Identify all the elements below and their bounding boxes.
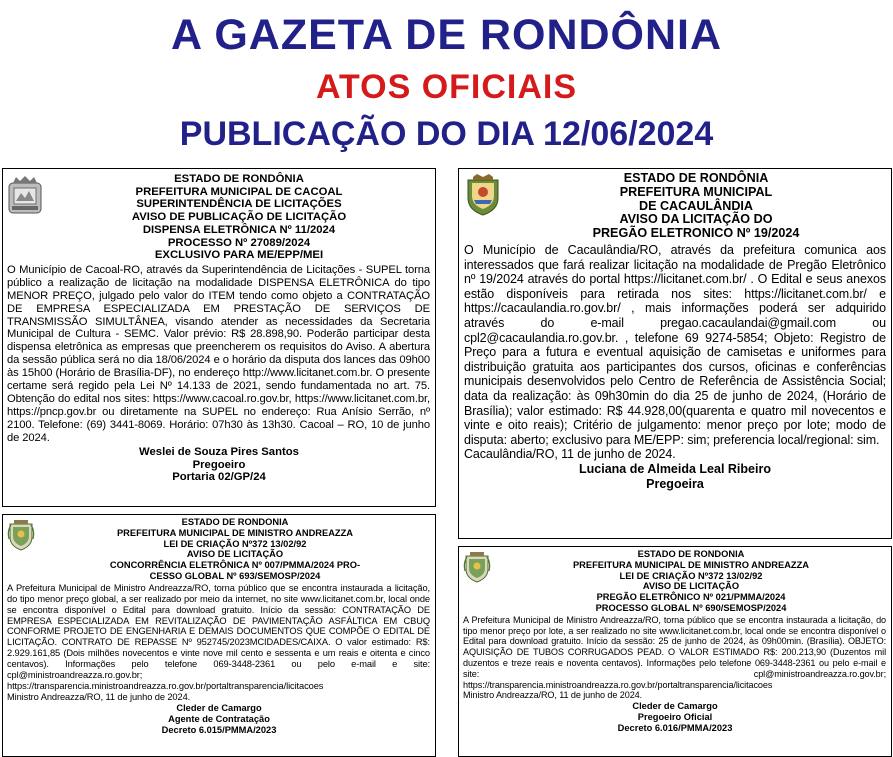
- notice-body-text: O Município de Cacaulândia/RO, através da prefeitura comunica aos interessados que fará realizar licitação na modalidade de Pregão Eletrônico nº 19/2024 através do portal https://licitanet.com.br/ . O Edital e seus anexos estão disponíveis para retirada nos sites: https://licitanet.com.br/ e https://cacaulandia.ro.gov.br/ , mais informações poderá ser adquirido através do e-mail pregao.cacaulandai@gmail.com ou cpl2@cacaulandia.ro.gov.br. , telefone 69 9274-5854; Objeto: Registro de Preço para a futura e eventual aquisição de camisetas e uniformes para distribuição gratuita aos participantes dos cursos, oficinas e conferências municipais desenvolvidos pelo Centro de Referência de Assistência Social; data da realização: às 09h30min do dia 25 de junho de 2024, (Horário de Brasília); valor estimado: R$ 44.928,00(quarenta e quatro mil novecentos e vinte e oito reais); Critério de julgamento: menor preço por lote; modo de disputa: aberto; exclusivo para ME/EPP: sim; preferencia local/regional: sim.: [464, 242, 886, 447]
- header-line: PREFEITURA MUNICIPAL: [619, 184, 773, 199]
- header-line: PREGÃO ELETRÔNICO Nº 021/PMMA/2024: [596, 592, 786, 603]
- signatory-name: Luciana de Almeida Leal Ribeiro: [579, 461, 771, 476]
- notice-body: [3, 582, 435, 703]
- header-line: ESTADO DE RONDÔNIA: [623, 171, 769, 185]
- signatory-name: Cleder de Camargo: [632, 701, 718, 712]
- notice-signature: [459, 462, 891, 492]
- notice-closing: Ministro Andreazza/RO, 11 de junho de 2024.: [463, 690, 643, 701]
- municipal-crest-icon: [7, 519, 35, 551]
- notice-signature: [3, 445, 435, 485]
- notice-closing: Ministro Andreazza/RO, 11 de junho de 2024.: [7, 691, 191, 702]
- header-line: ESTADO DE RONDONIA: [637, 549, 745, 559]
- signatory-role: Pregoeira: [646, 476, 704, 491]
- notice-body: O Município de Cacoal-RO, através da Superintendência de Licitações - SUPEL torna público a realização de licitação na modalidade DISPENSA ELETRÔNICA do tipo MENOR PREÇO, julgado pelo valor do ITEM tendo como objeto a CONTRATAÇÃO DE EMPRESA ESPECIALIZADA EM PRESTAÇÃO DE SERVIÇOS DE TRANSMISSÃO SIMULTÂNEA, visando atender as necessidades da Secretaria Municipal de Cultura - SEMC. Valor prévio: R$ 28.898,90. Poderão participar desta dispensa eletrônica as empresas que preencherem os requisitos do Aviso. A abertura da sessão pública será no dia 18/06/2024 e o horário da disputa dos lances das 09h00 às 15h00 (Horário de Brasília-DF), no endereço http://www.licitanet.com.br. O presente certame será regido pela Lei Nº 14.133 de 2021, sendo fundamentada no art. 75. Obtenção do edital nos sites: https://www.cacoal.ro.gov.br, https://www.licitanet.com.br, https://pncp.gov.br ou diretamente na SUPEL no endereço: Rua Anísio Serrão, nº 2100. Telefone: (69) 3441-8069. Horário: 07h30 às 13h30. Cacoal – RO, 10 de junho de 2024.: [7, 263, 430, 444]
- header-line: PREFEITURA MUNICIPAL DE MINISTRO ANDREAZZA: [572, 559, 810, 570]
- notice-body-text: A Prefeitura Municipal de Ministro Andreazza/RO, torna público que se encontra instaurada a licitação, do tipo menor preço global, a ser realizado por meio da internet, no site www.licitanet.com.br, local onde se encontra disponível o Edital para download gratuito. Início da sessão: CONTRATAÇÃO DE EMPRESA ESPECIALIZADA EM REVITALIZAÇÃO DE PAVIMENTAÇÃO ASFÁLTICA EM CBUQ CONFORME PROJETO DE ENGENHARIA E DEMAIS DOCUMENTOS QUE COMPÕE O EDITAL DE LICITAÇÃO. CONTRATO DE REPASSE Nº 952745/2023MCIDADES/CAIXA. O valor estimado: R$: 2.929.161,85 (Dois milhões novecentos e vinte nove mil cento e sessenta e um reais e oitenta e cinco centavos). Informações pelo telefone 069-3448-2361 ou pelo e-mail e site: cpl@ministroandreazza.ro.gov.br; https://transparencia.ministroandreazza.ro.gov.br/portaltransparencia/licitacoes: [7, 582, 430, 691]
- notice-andreazza-pregao: [458, 546, 892, 757]
- header-line: PREFEITURA MUNICIPAL DE CACOAL: [135, 185, 343, 198]
- signatory-role: Pregoeiro: [192, 458, 246, 471]
- header-line: PROCESSO GLOBAL Nº 690/SEMOSP/2024: [595, 602, 787, 613]
- newspaper-title: A GAZETA DE RONDÔNIA: [170, 11, 723, 59]
- signatory-decree: Decreto 6.015/PMMA/2023: [161, 724, 277, 735]
- header-line: LEI DE CRIAÇÃO Nº372 13/02/92: [163, 538, 307, 549]
- header-line: PREGÃO ELETRONICO Nº 19/2024: [592, 226, 800, 241]
- header-line: CONCORRÊNCIA ELETRÔNICA Nº 007/PMMA/2024 PRO-: [109, 560, 361, 571]
- notice-body-text: A Prefeitura Municipal de Ministro Andreazza/RO, torna público que se encontra instaurada a licitação, do tipo menor preço por lote, a ser realizado no site www.licitanet.com.br, local onde se encontra disponível o Edital para download gratuito. Início da sessão: 25 de junho de 2024, às 09h00min. (Brasília). OBJETO: AQUISIÇÃO DE TUBOS CORRUGADOS PEAD. O VALOR ESTIMADO R$: 200.213,90 (Duzentos mil duzentos e treze reais e noventa centavos). Informações pelo telefone 069-3448-2361 ou pelo e-mail e site: cpl@ministroandreazza.ro.gov.br; https://transparencia.ministroandreazza.ro.gov.br/portaltransparencia/licitacoes: [463, 614, 886, 690]
- header-line: AVISO DE LICITAÇÃO: [186, 549, 284, 560]
- notice-signature: [459, 701, 891, 733]
- notice-cacaulandia: [458, 168, 892, 539]
- municipal-crest-icon: [464, 174, 502, 216]
- header-line: AVISO DE LICITAÇÃO: [642, 581, 740, 592]
- notice-signature: [3, 703, 435, 736]
- notice-header: [459, 547, 891, 614]
- header-line: AVISO DA LICITAÇÃO DO: [619, 212, 773, 227]
- notice-header: [3, 169, 435, 262]
- notice-andreazza-concorrencia: [2, 514, 436, 757]
- signatory-role: Agente de Contratação: [168, 713, 270, 724]
- notice-header: [459, 169, 891, 241]
- signatory-name: Weslei de Souza Pires Santos: [139, 445, 299, 458]
- signatory-role: Pregoeiro Oficial: [637, 711, 713, 722]
- header-line: AVISO DE PUBLICAÇÃO DE LICITAÇÃO: [131, 211, 347, 224]
- header-line: DE CACAULÂNDIA: [638, 198, 754, 213]
- header-line: PREFEITURA MUNICIPAL DE MINISTRO ANDREAZZA: [116, 527, 354, 538]
- municipal-crest-icon: [8, 175, 42, 215]
- signatory-name: Cleder de Camargo: [176, 702, 262, 713]
- notice-body: [459, 241, 891, 462]
- header-line: LEI DE CRIAÇÃO Nº372 13/02/92: [619, 570, 763, 581]
- header-line: SUPERINTENDÊNCIA DE LICITAÇÕES: [136, 198, 342, 211]
- header-line: ESTADO DE RONDÔNIA: [174, 173, 304, 185]
- header-line: DISPENSA ELETRÔNICA Nº 11/2024: [142, 223, 336, 236]
- publication-date: PUBLICAÇÃO DO DIA 12/06/2024: [179, 115, 714, 153]
- municipal-crest-icon: [463, 551, 491, 583]
- notice-closing: Cacaulândia/RO, 11 de junho de 2024.: [464, 447, 676, 462]
- notice-body: [459, 614, 891, 701]
- signatory-decree: Decreto 6.016/PMMA/2023: [617, 722, 733, 733]
- signatory-decree: Portaria 02/GP/24: [172, 471, 266, 484]
- notice-cacoal: [2, 168, 436, 507]
- section-title: ATOS OFICIAIS: [315, 68, 578, 106]
- header-line: ESTADO DE RONDONIA: [181, 517, 289, 527]
- header-line: EXCLUSIVO PARA ME/EPP/MEI: [154, 249, 324, 262]
- header-line: CESSO GLOBAL Nº 693/SEMOSP/2024: [149, 570, 321, 581]
- header-line: PROCESSO Nº 27089/2024: [167, 236, 311, 249]
- notice-header: [3, 515, 435, 582]
